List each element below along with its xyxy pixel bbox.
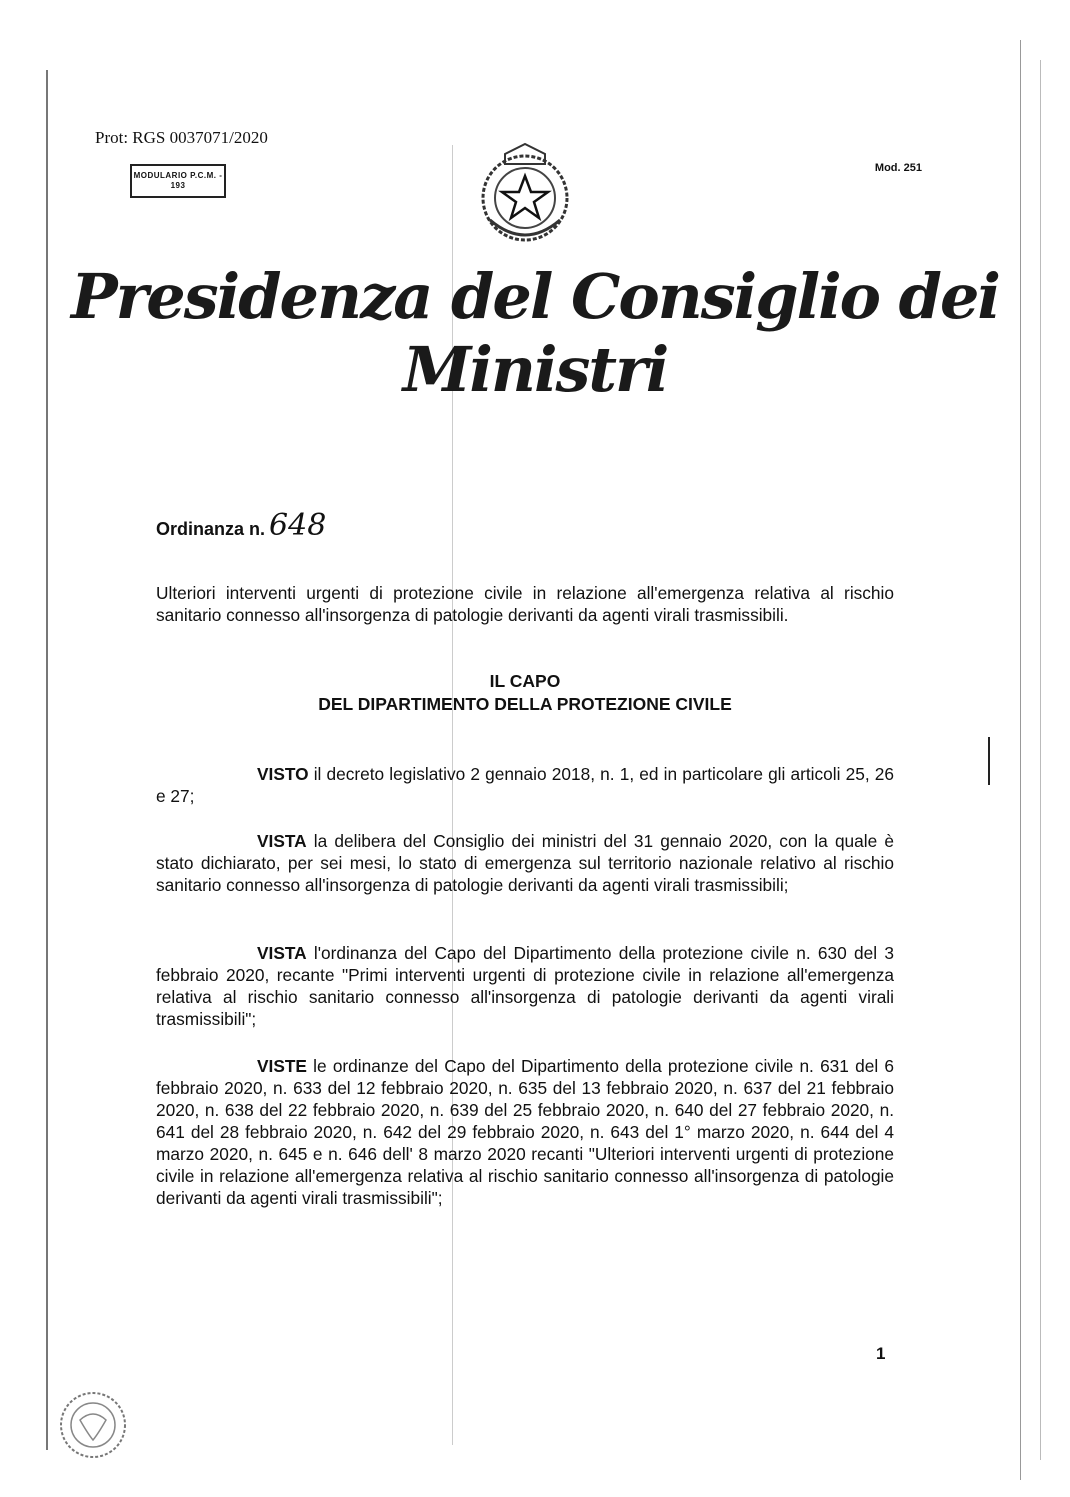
heading-line-1: IL CAPO [489, 671, 561, 691]
paragraph-visto [156, 763, 894, 807]
paragraph-keyword: VISTE [257, 1056, 307, 1076]
ordinanza-number: 648 [269, 508, 327, 543]
subject-text: Ulteriori interventi urgenti di protezione civile in relazione all'emergenza relativa al rischio sanitario connesso all'insorgenza di patologie derivanti da agenti virali trasmissibili. [156, 583, 894, 625]
protocol-number: Prot: RGS 0037071/2020 [95, 128, 268, 147]
ordinanza-line [156, 508, 326, 543]
seal-stamp-icon [58, 1390, 128, 1460]
model-code: Mod. 251 [874, 162, 922, 174]
paragraph-vista-delibera [156, 830, 894, 896]
italian-emblem-icon [470, 140, 580, 250]
paragraph-viste-ordinanze [156, 1055, 894, 1209]
paragraph-keyword: VISTA [257, 943, 307, 963]
paragraph-vista-ordinanza [156, 942, 894, 1030]
paragraph-text: le ordinanze del Capo del Dipartimento della protezione civile n. 631 del 6 febbraio 2020, n. 633 del 12 febbraio 2020, n. 635 del 13 febbraio 2020, n. 637 del 21 febbraio 2020, n. 638 del 22 febbraio 2020, n. 639 del 25 febbraio 2020, n. 640 del 27 febbraio 2020, n. 641 del 28 febbraio 2020, n. 642 del 29 febbraio 2020, n. 643 del 1° marzo 2020, n. 644 del 4 marzo 2020, n. 645 e n. 646 dell' 8 marzo 2020 recanti "Ulteriori interventi urgenti di protezione civile in relazione all'emergenza relativa al rischio sanitario connesso all'insorgenza di patologie derivanti da agenti virali trasmissibili"; [156, 1056, 894, 1208]
margin-mark [988, 737, 990, 785]
scan-border-right [1020, 40, 1021, 1480]
paragraph-text: la delibera del Consiglio dei ministri del 31 gennaio 2020, con la quale è stato dichiarato, per sei mesi, lo stato di emergenza sul territorio nazionale relativo al rischio sanitario connesso all'insorgenza di patologie derivanti da agenti virali trasmissibili; [156, 831, 894, 895]
paragraph-keyword: VISTA [257, 831, 307, 851]
paragraph-text: l'ordinanza del Capo del Dipartimento della protezione civile n. 630 del 3 febbraio 2020, recante "Primi interventi urgenti di protezione civile in relazione all'emergenza relativa al rischio sanitario connesso all'insorgenza di patologie derivanti da agenti virali trasmissibili"; [156, 943, 894, 1029]
page-number: 1 [876, 1344, 886, 1363]
paragraph-keyword: VISTO [257, 764, 309, 784]
letterhead-title: Presidenza del Consiglio dei Ministri [71, 260, 999, 406]
issuer-heading [156, 670, 894, 716]
heading-line-2: DEL DIPARTIMENTO DELLA PROTEZIONE CIVILE [318, 694, 732, 714]
modulario-box: MODULARIO P.C.M. - 193 [130, 164, 226, 198]
paragraph-text: il decreto legislativo 2 gennaio 2018, n. 1, ed in particolare gli articoli 25, 26 e 27; [156, 764, 894, 806]
ordinanza-label: Ordinanza n. [156, 519, 266, 539]
